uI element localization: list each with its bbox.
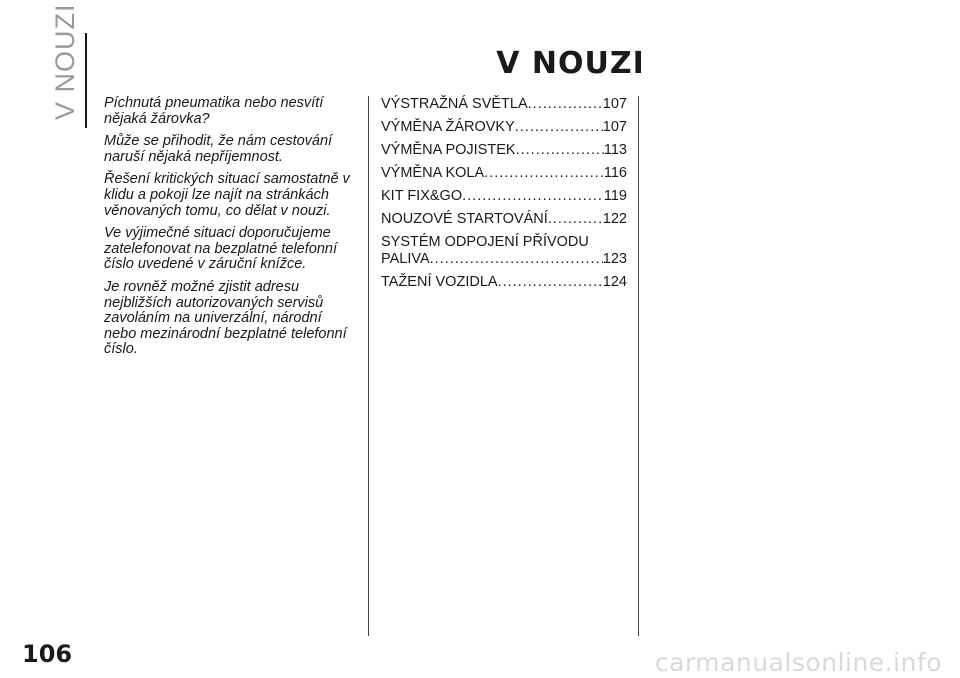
intro-paragraph: Je rovněž možné zjistit adresu nejbližších autorizovaných servisů zavoláním na univerzální, národní nebo mezinárodní bezplatné telefonní číslo. [104,278,347,358]
side-divider [85,33,87,128]
toc-entry-title: NOUZOVÉ STARTOVÁNÍ [381,211,548,227]
toc-entry-title-line: SYSTÉM ODPOJENÍ PŘÍVODU [381,234,589,250]
toc-entry-page: 107 [602,96,627,112]
toc-entry-wheel-change[interactable] [381,165,627,182]
toc-entry-title: TAŽENÍ VOZIDLA [381,274,498,290]
watermark: carmanualsonline.info [654,648,942,677]
toc-leader-dots [498,274,603,291]
toc-entry-page: 119 [603,188,627,204]
toc-entry-towing[interactable] [381,274,627,291]
column-divider-right [638,96,639,636]
toc-leader-dots [548,211,603,228]
toc-leader-dots [462,188,604,205]
toc-leader-dots [528,96,603,113]
toc-entry-warning-lights[interactable] [381,96,627,113]
toc-entry-bulb-replacement[interactable] [381,119,627,136]
section-side-label: V NOUZI [50,3,80,120]
toc-entry-page: 116 [603,165,627,181]
toc-entry-title: PALIVA [381,251,430,267]
toc-entry-page: 107 [602,119,627,135]
toc-leader-dots [516,142,604,159]
intro-paragraph: Řešení kritických situací samostatně v klidu a pokoji lze najít na stránkách věnovaných tomu, co dělat v nouzi. [104,171,350,219]
toc-entry-emergency-start[interactable] [381,211,627,228]
toc-leader-dots [484,165,604,182]
intro-paragraph: Píchnutá pneumatika nebo nesvítí nějaká žárovka? [104,95,324,127]
toc-leader-dots [430,251,603,268]
toc-entry-page: 122 [602,211,627,227]
toc-entry-title: VÝSTRAŽNÁ SVĚTLA [381,96,528,112]
chapter-title: V NOUZI [496,46,645,82]
toc-entry-fuse-replacement[interactable] [381,142,627,159]
page-number: 106 [22,640,73,668]
toc-entry-page: 124 [602,274,627,290]
toc-entry-title: VÝMĚNA ŽÁROVKY [381,119,515,135]
intro-paragraph: Ve výjimečné situaci doporučujeme zatelefonovat na bezplatné telefonní číslo uvedené v záruční knížce. [104,225,337,273]
intro-paragraph: Může se přihodit, že nám cestování naruší nějaká nepříjemnost. [104,133,333,165]
toc-entry-title: VÝMĚNA KOLA [381,165,485,181]
toc-leader-dots [515,119,603,136]
toc-entry-page: 123 [602,251,627,267]
toc-entry-fuel-cutoff-system[interactable] [381,234,627,268]
toc-entry-title: VÝMĚNA POJISTEK [381,142,516,158]
toc-entry-fix-and-go-kit[interactable] [381,188,627,205]
toc-entry-title: KIT FIX&GO [381,188,463,204]
intro-text [104,96,354,365]
toc-entry-page: 113 [603,142,627,158]
column-divider-left [368,96,369,636]
table-of-contents [381,96,627,297]
